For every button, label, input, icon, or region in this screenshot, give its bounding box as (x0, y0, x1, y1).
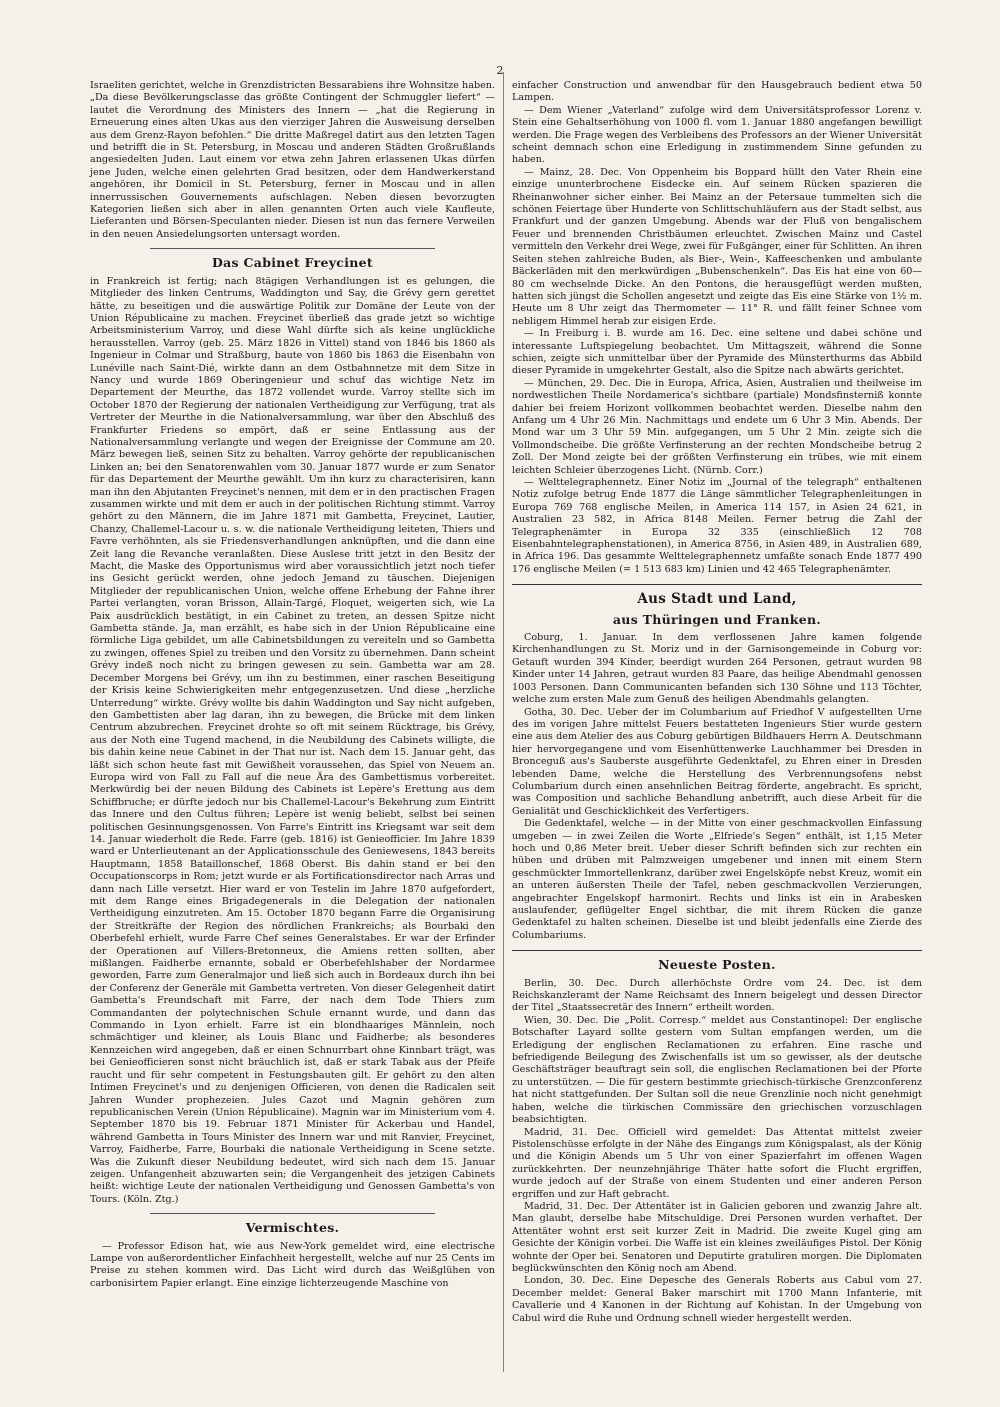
article-gedenktafel: Die Gedenktafel, welche — in der Mitte von einer geschmackvollen Einfassung umgeben — in zwei Zeilen die Worte „Elfriede's Segen“ enthält, ist 1,15 Meter hoch und 0,86 Meter breit. Ueber dieser Schrift befinden sich zur rechten ein hüben und drüben mit Palmzweigen umgebener und innen mit einem Stern geschmückter Immortellenkranz, darüber zwei Engelsköpfe nebst Kreuz, womit ein an unteren äußersten Theile der Tafel, neben geschmackvollen Verzierungen, angebrachter Engelskopf harmonirt. Rechts und links ist ein in Arabesken auslaufender, geflügelter Engel sichtbar, die mit ihrem Rücken die ganze Gedenktafel zu halten scheinen. Dieselbe ist und bleibt jedenfalls eine Zierde des Columbariums. (512, 818, 922, 941)
article-freiburg: — In Freiburg i. B. wurde am 16. Dec. eine seltene und dabei schöne und interessante Luftspiegelung beobachtet. Um Mittagszeit, während die Sonne schien, zeigte sich unmittelbar über der Pyramide des Münsterthurms das Abbild dieser Pyramide in umgekehrter Gestalt, also die Spitze nach abwärts gerichtet. (512, 328, 922, 377)
article-lorenz-stein: — Dem Wiener „Vaterland“ zufolge wird dem Universitätsprofessor Lorenz v. Stein eine Gehaltserhöhung von 1000 fl. vom 1. Januar 1880 angefangen bewilligt werden. Die Frage wegen des Verbleibens des Professors an der Wiener Universität scheint demnach schon eine Erledigung in zustimmendem Sinne gefunden zu haben. (512, 104, 922, 166)
article-madrid-2: Madrid, 31. Dec. Der Attentäter ist in Galicien geboren und zwanzig Jahre alt. Man glaubt, derselbe habe Mitschuldige. Drei Personen wurden verhaftet. Der Attentäter wohnt erst seit kurzer Zeit in Madrid. Die zweite Kugel ging am Gesichte der Königin vorbei. Die Waffe ist ein kleines zweiläufiges Pistol. Der König wohnte der Oper bei. Senatoren und Deputirte gratuliren morgen. Die Diplomaten beglückwünschten den König noch am Abend. (512, 1200, 922, 1274)
section-rule (512, 584, 922, 585)
heading-cabinet-freycinet: Das Cabinet Freycinet (212, 255, 373, 271)
left-column (90, 80, 495, 1290)
section-rule (150, 1213, 435, 1214)
right-column (512, 80, 922, 1325)
article-muenchen: — München, 29. Dec. Die in Europa, Africa, Asien, Australien und theilweise im nordwestlichen Theile Nordamerica's sichtbare (partiale) Mondsfinsterniß konnte dahier bei freiem Horizont vollkommen beobachtet werden. Dieselbe nahm den Anfang um 4 Uhr 26 Min. Nachmittags und endete um 6 Uhr 3 Min. Abends. Der Mond war um 3 Uhr 59 Min. aufgegangen, um 5 Uhr 2 Min. zeigte sich die Vollmondscheibe. Die größte Verfinsterung an der rechten Mondscheibe betrug 2 Zoll. Der Mond zeigte bei der größten Verfinsterung ein trübes, wie mit einem leichten Schleier überzogenes Licht. (Nürnb. Corr.) (512, 377, 922, 476)
heading-vermischtes: Vermischtes. (245, 1220, 340, 1236)
section-rule (150, 248, 435, 249)
heading-stadt-und-land: Aus Stadt und Land, (637, 591, 797, 608)
article-cabinet-freycinet: in Frankreich ist fertig; nach 8tägigen Verhandlungen ist es gelungen, die Mitglieder des linken Centrums, Waddington und Say, die Grévy gern gerettet hätte, zu beseitigen und die auswärtige Politik zur Domäne der Leute von der Union Républicaine zu machen. Freycinet überließ das grade jetzt so wichtige Arbeitsministerium Varroy, und diese Wahl dürfte sich als keine unglückliche herausstellen. Varroy (geb. 25. März 1826 in Vittel) stand von 1846 bis 1860 als Ingenieur in Colmar und Straßburg, baute von 1860 bis 1863 die Eisenbahn von Lunéville nach Saint-Dié, wirkte dann an dem Ostbahnnetze mit dem Sitze in Nancy und wurde 1869 Oberingenieur und schuf das wichtige Netz im Departement der Meurthe, das 1872 vollendet wurde. Varroy stellte sich im October 1870 der Regierung der nationalen Vertheidigung zur Verfügung, trat als Vertreter der Meurthe in die Nationalversammlung, war über den Abschluß des Frankfurter Friedens so empört, daß er seine Entlassung aus der Nationalversammlung verlangte und wegen der Ereignisse der Commune am 20. März bewegen ließ, seinen Sitz zu behalten. Varroy gehörte der republicanischen Linken an; bei den Senatorenwahlen vom 30. Januar 1877 wurde er zum Senator für das Departement der Meurthe gewählt. Um ihn kurz zu characterisiren, kann man ihn den Abjutanten Freycinet's nennen, mit dem er in den practischen Fragen zusammen wirkte und mit dem er auch in der politischen Richtung stimmt. Varroy gehört zu den Männern, die im Jahre 1871 mit Gambetta, Freycinet, Lautier, Chanzy, Challemel-Lacour u. s. w. die nationale Vertheidigung leiteten, Thiers und Favre verhöhnten, als sie Friedensverhandlungen anknüpften, und die dann eine Zeit lang die Revanche veranlaßten. Diese Auslese tritt jetzt in den Besitz der Macht, die Maske des Opportunismus wird aber voraussichtlich jetzt noch tiefer ins Gesicht gerückt werden, ohne jedoch Jemand zu täuschen. Diejenigen Mitglieder der republicanischen Union, welche offene Erhebung der Fahne ihrer Partei verlangten, voran Brisson, Allain-Targé, Floquet, weigerten sich, wie La Paix ausdrücklich bestätigt, in ein Cabinet zu treten, an dessen Spitze nicht Gambetta stände. Ja, man erzählt, es habe sich in der Union Républicaine eine förmliche Liga gebildet, um alle Cabinetsbildungen zu vereiteln und so Gambetta zu zwingen, offenes Spiel zu treiben und den Vorsitz zu übernehmen. Dann scheint Grévy indeß noch nicht zu bringen gewesen zu sein. Gambetta war am 28. December Morgens bei Grévy, um ihn zu bestimmen, einer raschen Beseitigung der Krisis keine Schwierigkeiten mehr entgegenzusetzen. Und diese „herzliche Unterredung“ wirkte. Grévy wollte bis dahin Waddington und Say nicht aufgeben, den Gambettisten aber lag daran, ihn zu bewegen, die Brücke mit dem linken Centrum abzubrechen. Freycinet drohte so oft mit seinem Rücktrage, bis Grévy, aus der Noth eine Tugend machend, in die Neubildung des Cabinets willigte, die bis dahin keine neue Cabinet in der That nur ist. Nach dem 15. Januar geht, das läßt sich schon heute fast mit Gewißheit voraussehen, das Spiel von Neuem an. Europa wird von Fall zu Fall auf die neue Ära des Gambettismus vorbereitet. Merkwürdig bei der neuen Bildung des Cabinets ist Lepère's Erettung aus dem Schiffbruche; er dürfte jedoch nur bis Challemel-Lacour's Bekehrung zum Eintritt das Innere und den Cultus führen; Lepère ist wenig beliebt, selbst bei seinen politischen Gesinnungsgenossen. Von Farre's Eintritt ins Kriegsamt war seit dem 14. Januar wiederholt die Rede. Farre (geb. 1816) ist Genieofficier. Im Jahre 1839 ward er Unterlieutenant an der Applicationsschule des Geniewesens, 1843 bereits Hauptmann, 1858 Bataillonschef, 1868 Oberst. Bis dahin stand er bei den Occupationscorps in Rom; jetzt wurde er als Fortificationsdirector nach Arras und dann nach Lille versetzt. Hier ward er von Testelin im Jahre 1870 aufgefordert, mit dem Range eines Brigadegenerals in die Delegation der nationalen Vertheidigung einzutreten. Am 15. October 1870 begann Farre die Organisirung der Streitkräfte der Region des nördlichen Frankreichs; als Bourbaki den Oberbefehl erhielt, wurde Farre Chef seines Generalstabes. Er war der Erfinder der Operationen auf Villers-Bretonneux, die Amiens retten sollten, aber mißlangen. Faidherbe ernannte, sobald er Oberbefehlshaber der Nordarmee geworden, Farre zum Generalmajor und ließ sich auch in Bordeaux durch ihn bei der Conferenz der Generäle mit Gambetta vertreten. Von dieser Gelegenheit datirt Gambetta's Freundschaft mit Farre, der nach dem Tode Thiers zum Commandanten der polytechnischen Schule ernannt wurde, und dann das Commando in Lyon erhielt. Farre ist ein blondhaariges Männlein, noch schmächtiger und kleiner, als Louis Blanc und Faidherbe; als besonderes Kennzeichen wird angegeben, daß er einen Schnurrbart ohne Kinnbart trägt, was bei Genieofficieren sonst nicht bräuchlich ist, daß er stark Tabak aus der Pfeife raucht und für sehr competent in Festungsbauten gilt. Er gehört zu den alten Intimen Freycinet's und zu denjenigen Officieren, von denen die Radicalen seit Jahren Wunder prophezeien. Jules Cazot und Magnin gehören zum republicanischen Verein (Union Républicaine). Magnin war im Ministerium vom 4. September 1870 bis 19. Februar 1871 Minister für Ackerbau und Handel, während Gambetta in Tours Minister des Innern war und mit Ranvier, Freycinet, Varroy, Faidherbe, Farre, Bourbaki die nationale Vertheidigung in Scene setzte. Was die Zukunft dieser Neubildung bedeutet, wird sich nach dem 15. Januar zeigen. Unfangenheit abzuwarten sein; die Vergangenheit des jetzigen Cabinets heißt: wichtige Leute der nationalen Vertheidigung und Genossen Gambetta's von Tours. (Köln. Ztg.) (90, 275, 495, 1205)
article-berlin: Berlin, 30. Dec. Durch allerhöchste Ordre vom 24. Dec. ist dem Reichskanzleramt der Name Reichsamt des Innern beigelegt und dessen Director der Titel „Staatssecretär des Innern“ ertheilt worden. (512, 977, 922, 1014)
article-edison-continued: einfacher Construction und anwendbar für den Hausgebrauch bedient etwa 50 Lampen. (512, 80, 922, 104)
article-london: London, 30. Dec. Eine Depesche des Generals Roberts aus Cabul vom 27. December meldet: General Baker marschirt mit 1700 Mann Infanterie, mit Cavallerie und 4 Kanonen in der Richtung auf Kohistan. In der Umgebung von Cabul wird die Ruhe und Ordnung schnell wieder hergestellt werden. (512, 1275, 922, 1324)
article-welttelegraphennetz: — Welttelegraphennetz. Einer Notiz im „Journal of the telegraph“ enthaltenen Notiz zufolge betrug Ende 1877 die Länge sämmtlicher Telegraphenleitungen in Europa 769 768 englische Meilen, in America 114 157, in Asien 24 621, in Australien 23 582, in Africa 8148 Meilen. Ferner betrug die Zahl der Telegraphenämter in Europa 32 335 (einschließlich 12 708 Eisenbahntelegraphenstationen), in America 8756, in Asien 489, in Australien 689, in Africa 196. Das gesammte Welttelegraphennetz umfaßte sonach Ende 1877 490 176 englische Meilen (= 1 513 683 km) Linien und 42 465 Telegraphenämter. (512, 477, 922, 575)
article-gotha: Gotha, 30. Dec. Ueber der im Columbarium auf Friedhof V aufgestellten Urne des im vorigen Jahre mittelst Feuers bestatteten Ingenieurs Stier wurde gestern eine aus dem Atelier des aus Coburg gebürtigen Bildhauers Herrn A. Deutschmann hier hervorgegangene und vom Eisenhüttenwerke Lauchhammer bei Dresden in Bronceguß aus's Sauberste ausgeführte Gedenktafel, zu Ehren einer in Dresden lebenden Dame, welche die Herstellung des Verbrennungsofens nebst Columbarium durch einen ansehnlichen Beitrag förderte, angebracht. Es spricht, was Composition und sachliche Behandlung anbetrifft, auch diese Arbeit für die Genialität und Geschicklichkeit des Verfertigers. (512, 706, 922, 817)
heading-neueste-posten: Neueste Posten. (658, 957, 776, 973)
article-wien: Wien, 30. Dec. Die „Polit. Corresp.“ meldet aus Constantinopel: Der englische Botschafter Layard sollte gestern vom Sultan empfangen werden, um die Erledigung der englischen Reclamationen zu erfahren. Eine rasche und befriedigende Beilegung des Zwischenfalls ist um so gewisser, als der deutsche Geschäftsträger beauftragt sein soll, die englischen Reclamationen bei der Pforte zu unterstützen. — Die für gestern bestimmte griechisch-türkische Grenzconferenz hat nicht stattgefunden. Der Sultan soll die neue Grenzlinie noch nicht genehmigt haben, welche die türkischen Commissäre den griechischen vorzuschlagen beabsichtigten. (512, 1014, 922, 1126)
column-divider (503, 72, 504, 1372)
article-coburg: Coburg, 1. Januar. In dem verflossenen Jahre kamen folgende Kirchenhandlungen zu St. Moriz und in der Garnisongemeinde in Coburg vor: Getauft wurden 394 Kinder, beerdigt wurden 264 Personen, getraut wurden 98 Kinder unter 14 Jahren, getraut wurden 83 Paare, das heilige Abendmahl genossen 1003 Personen. Dann Communicanten befanden sich 130 Söhne und 113 Töchter, welche zum ersten Male zum Genuß des heiligen Abendmahls gelangten. (512, 632, 922, 706)
heading-thueringen-franken: aus Thüringen und Franken. (612, 611, 822, 627)
page-number: 2 (496, 64, 504, 77)
article-edison-lamp: — Professor Edison hat, wie aus New-York gemeldet wird, eine electrische Lampe von außerordentlicher Einfachheit hergestellt, welche auf nur 25 Cents im Preise zu stehen kommen wird. Das Licht wird durch das Weißglühen von carbonisirtem Papier erlangt. Eine einzige lichterzeugende Maschine von (90, 1240, 495, 1289)
article-madrid-1: Madrid, 31. Dec. Officiell wird gemeldet: Das Attentat mittelst zweier Pistolenschüsse erfolgte in der Nähe des Eingangs zum Königspalast, als der König und die Königin Abends um 5 Uhr von einer Spazierfahrt im offenen Wagen zurückkehrten. Der neunzehnjährige Thäter hatte sofort die Flucht ergriffen, wurde jedoch auf der Straße von einem Studenten und einer anderen Person ergriffen und zur Haft gebracht. (512, 1126, 922, 1200)
article-israeliten: Israeliten gerichtet, welche in Grenzdistricten Bessarabiens ihre Wohnsitze haben. „Da diese Bevölkerungsclasse das größte Contingent der Schmuggler liefert“ — lautet die Verordnung des Ministers des Innern — „hat die Regierung in Erneuerung eines alten Ukas aus den vierziger Jahren die Ausweisung derselben aus dem Grenz-Rayon befohlen.“ Die dritte Maßregel datirt aus den letzten Tagen und betrifft die in St. Petersburg, in Moscau und anderen Städten Großrußlands angesiedelten Juden. Laut einem vor etwa zehn Jahren erlassenen Ukas dürfen jene Juden, welche einen gelehrten Grad besitzen, oder dem Handwerkerstand angehören, ihr Domicil in St. Petersburg, ferner in Moscau und in allen innerrussischen Gouvernements aufschlagen. Neben diesen bevorzugten Kategorien ließen sich aber in allen genannten Orten auch viele Kaufleute, Lieferanten und Börsen-Speculanten nieder. Diesen ist nun das fernere Verweilen in den neuen Ansiedelungsorten untersagt worden. (90, 80, 495, 240)
article-mainz: — Mainz, 28. Dec. Von Oppenheim bis Boppard hüllt den Vater Rhein eine einzige ununterbrochene Eisdecke ein. Auf seinem Rücken spazieren die Rheinanwohner sicher einher. Bei Mainz an der Petersaue tummelten sich die schönen Feiertage über Hunderte von Schlittschuhläufern aus der Stadt selbst, aus Frankfurt und der ganzen Umgebung. Abends war der Fluß von bengalischem Feuer und brennenden Christbäumen erleuchtet. Zwischen Mainz und Castel vermitteln den Verkehr drei Wege, zwei für Fußgänger, einer für Schlitten. An ihren Seiten stehen zahlreiche Buden, als Bier-, Wein-, Kaffeeschenken und ambulante Bäckerläden mit den merkwürdigen „Bubenschenkeln“. Das Eis hat eine von 60—80 cm wechselnde Dicke. An den Pontons, die herausgeflügt werden mußten, hatten sich jüngst die Schollen angesetzt und zeigte das Eis eine Stärke von 1½ m. Heute um 8 Uhr zeigt das Thermometer — 11° R. und fällt feiner Schnee vom nebligem Himmel herab zur eisigen Erde. (512, 166, 922, 327)
section-rule (512, 950, 922, 951)
